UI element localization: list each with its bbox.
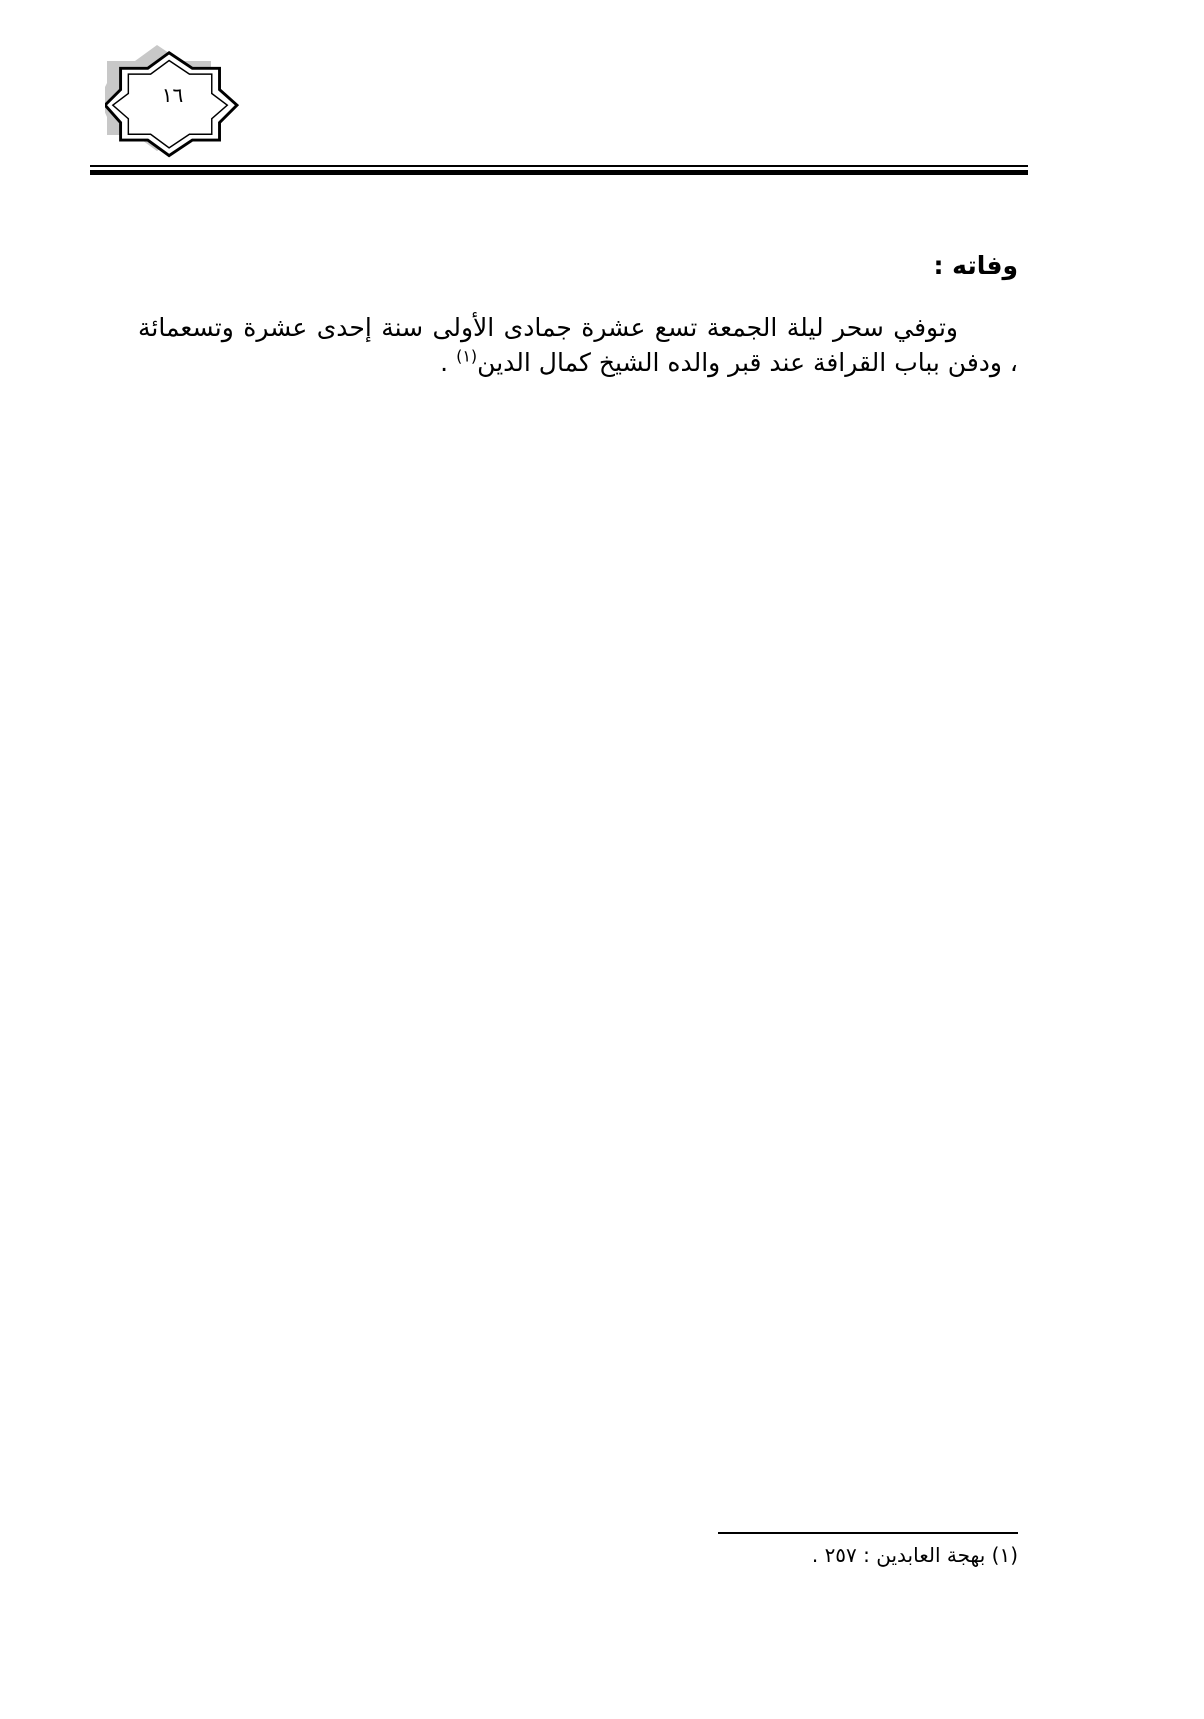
page-number: ١٦ — [161, 83, 184, 107]
header-divider — [90, 165, 1028, 175]
header-divider-thin — [90, 165, 1028, 167]
body-paragraph — [138, 310, 1018, 380]
section-heading: وفاته : — [933, 251, 1018, 280]
footnote-divider — [718, 1532, 1018, 1534]
footnote-reference: (١) — [456, 346, 478, 366]
body-paragraph-text: وتوفي سحر ليلة الجمعة تسع عشرة جمادى الأولى سنة إحدى عشرة وتسعمائة ، ودفن بباب القرافة عند قبر والده الشيخ كمال الدين — [138, 313, 1018, 377]
header-divider-thick — [90, 170, 1028, 175]
page-number-badge — [105, 45, 240, 160]
footnote: (١) بهجة العابدين : ٢٥٧ . — [811, 1543, 1018, 1567]
body-paragraph-ending: . — [440, 348, 457, 377]
